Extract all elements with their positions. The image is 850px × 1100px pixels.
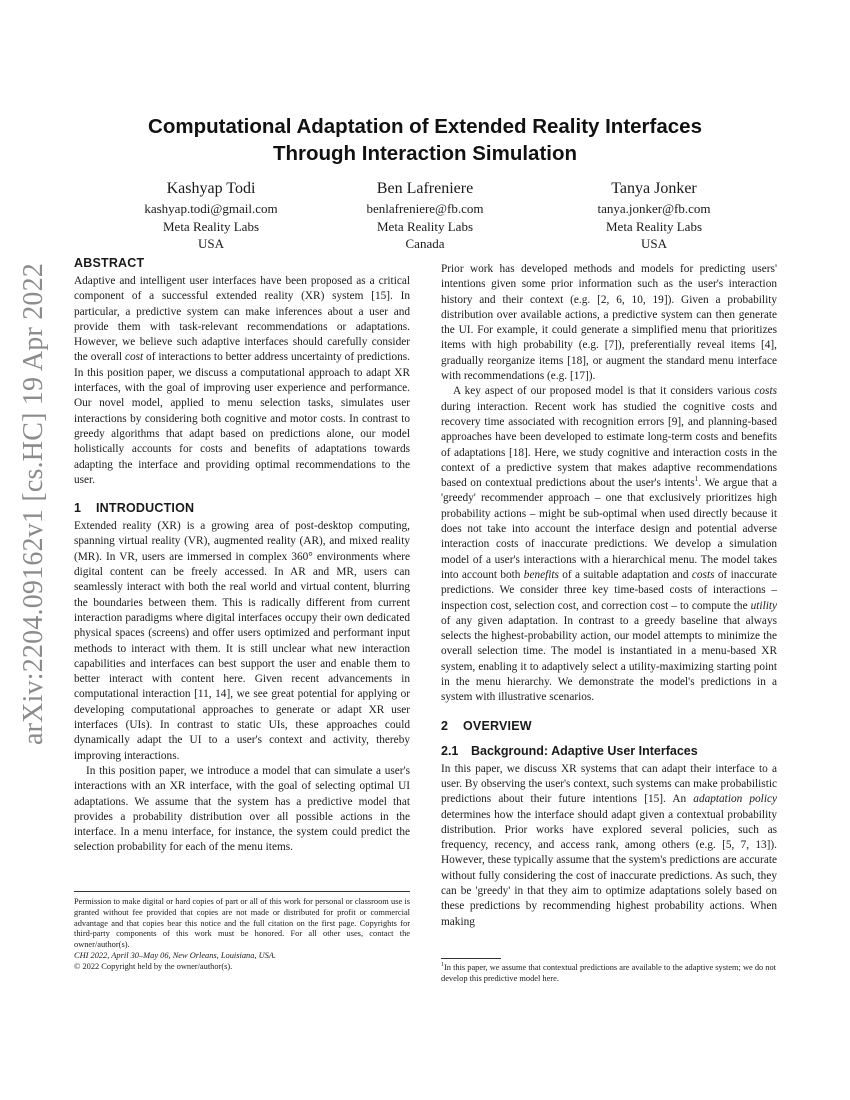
abstract-text: Adaptive and intelligent user interfaces have been proposed as a critical component of a successful extended reality (XR) system [15]. In particular, a predictive system can make inferences about a user and provide them with task-relevant recommendations or adaptations. However, we believe such adaptive interfaces should carefully consider the overall cost of interactions to better address uncertainty of predictions. In this position paper, we discuss a computational approach to adapt XR interfaces, with the goal of improving user experience and performance. Our novel model, applied to menu selection tasks, simulates user interactions by considering both cognitive and motor costs. In contrast to greedy algorithms that adapt based on predictions alone, our model holistically accounts for costs and benefits of adaptations towards adapting the interface and providing optimal recommendations to the user. (74, 275, 410, 486)
intro-paragraph-2: In this position paper, we introduce a model that can simulate a user's interactions with an XR interface, with the goal of selecting optimal UI adaptations. We assume that the system has a predictive model that provides a probability distribution over all possible actions in the interface. In a menu interface, for instance, the system could predict the selection probability for each of the menu items. (74, 764, 410, 854)
author-block-1 (96, 178, 326, 253)
permission-notice (74, 897, 410, 973)
background-paragraph: In this paper, we discuss XR systems that can adapt their interface to a user. By observing the user's context, such systems can make probabilistic predictions about their future intentions [15]. An adaptation policy determines how the interface should adapt given a contextual probability distribution. Prior works have explored several policies, such as frequency, recency, and access rank, among others (e.g. [5, 7, 13]). However, these typically assume that the system's predictions are accurate without fully considering the cost of inaccurate predictions. As such, they can be 'greedy' in that they aim to optimize adaptations solely based on these predictions by recommending highest probability actions. When making (441, 762, 777, 928)
arxiv-identifier: arXiv:2204.09162v1 [cs.HC] 19 Apr 2022 (18, 262, 49, 745)
footnote-text: In this paper, we assume that contextual predictions are available to the adaptive system; we do not develop this predictive model here. (441, 963, 777, 983)
footnote (441, 963, 777, 985)
abstract-heading: ABSTRACT (74, 256, 145, 270)
left-column (74, 255, 410, 856)
title-line-2: Through Interaction Simulation (272, 142, 578, 165)
title-line-1: Computational Adaptation of Extended Reality Interfaces (148, 115, 702, 138)
key-aspect-paragraph: A key aspect of our proposed model is that it considers various costs during interaction. Recent work has studied the cognitive costs and recovery time associated with recognition errors [9], and planning-based approaches have been developed to estimate long-term costs and benefits of adaptations [18]. Here, we study cognitive and interaction costs in the context of a predictive system that makes adaptive recommendations based on contextual predictions about the user's intents$^1$. We argue that a 'greedy' recommender approach – one that exclusively prioritizes high probability actions – might be sub-optimal when used directly because it does not take into account the interface design and potential adverse interaction costs of inaccurate predictions. We develop a simulation model of a user's interactions with a hierarchical menu. The model takes into account both benefits of a suitable adaptation and costs of inaccurate predictions. We consider three key time-based costs of interactions – inspection cost, selection cost, and correction cost – to compute the utility of any given adaptation. In contrast to a greedy baseline that always selects the highest-probability action, our model attempts to minimize the overall selection time. The model is instantiated in a menu-based XR system, enabling it to adaptively select a utility-maximizing starting point in the menu hierarchy. We demonstrate the model's predictions in a system with illustrative scenarios. (441, 385, 778, 704)
right-column (441, 262, 777, 930)
section-1-heading: 1 INTRODUCTION (74, 501, 195, 516)
author-name: Ben Lafreniere (376, 180, 474, 197)
author-affiliation: Meta Reality Labs (162, 218, 260, 234)
paper-title (90, 113, 760, 167)
author-name: Tanya Jonker (611, 180, 697, 197)
section-2-heading: 2 OVERVIEW (441, 718, 532, 733)
footnote-number: 1 (441, 962, 444, 969)
intro-paragraph-1: Extended reality (XR) is a growing area of post-desktop computing, spanning virtual reality (VR), augmented reality (AR), and mixed reality (MR). In VR, users are immersed in complex 360° environments where digital content can be freely accessed. In AR and MR, users can seamlessly interact with both the real world and virtual content, blurring the boundaries between them. This is radically different from current interaction paradigms where digital interfaces occupy their own dedicated physical spaces (screens) and offer users optimized and performant input methods to interact with them. It is still unclear what new interaction capabilities and interfaces can best support the user and enable them to better interact with content here. Given recent advancements in computational interaction [11, 14], we see great potential for applying or developing computational approaches to generate or adapt XR user interfaces (UIs). In contrast to static UIs, these approaches could dynamically adapt the UI to a user's context and activity, thereby improving interactions. (74, 520, 410, 762)
author-email: benlafreniere@fb.com (366, 201, 484, 216)
permission-text: Permission to make digital or hard copies of part or all of this work for personal or classroom use is granted without fee provided that copies are not made or distributed for profit or commercial advantage and that copies bear this notice and the full citation on the first page. Copyrights for third-party components of this work must be honored. For all other uses, contact the owner/author(s). (74, 897, 410, 950)
author-affiliation: Meta Reality Labs (376, 218, 474, 234)
author-block-2 (310, 178, 540, 253)
prior-work-paragraph: Prior work has developed methods and models for predicting users' intentions given some prior information such as the user's interaction history and their context (e.g. [2, 6, 10, 19]). Given a probability distribution over available actions, a predictive system can then generate the UI. For example, it could generate a simplified menu that prioritizes items with high probability (e.g. [7]), preferentially reveal items [4], gradually reorganize items [18], or augment the standard menu interface with recommendations (e.g. [17]). (441, 263, 777, 383)
author-email: tanya.jonker@fb.com (597, 201, 711, 216)
author-country: USA (197, 236, 224, 251)
footnote-divider (441, 958, 501, 959)
permission-divider (74, 891, 410, 892)
footnote-marker[interactable]: 1 (694, 474, 699, 484)
conference-venue: CHI 2022, April 30–May 06, New Orleans, Louisiana, USA. (74, 950, 277, 960)
author-block-3 (539, 178, 769, 253)
author-name: Kashyap Todi (166, 180, 256, 197)
author-country: USA (640, 236, 667, 251)
section-2-1-heading: 2.1 Background: Adaptive User Interfaces (441, 743, 698, 758)
author-country: Canada (405, 236, 445, 251)
author-email: kashyap.todi@gmail.com (144, 201, 278, 216)
author-affiliation: Meta Reality Labs (605, 218, 703, 234)
copyright-line: © 2022 Copyright held by the owner/author(s). (74, 961, 233, 971)
